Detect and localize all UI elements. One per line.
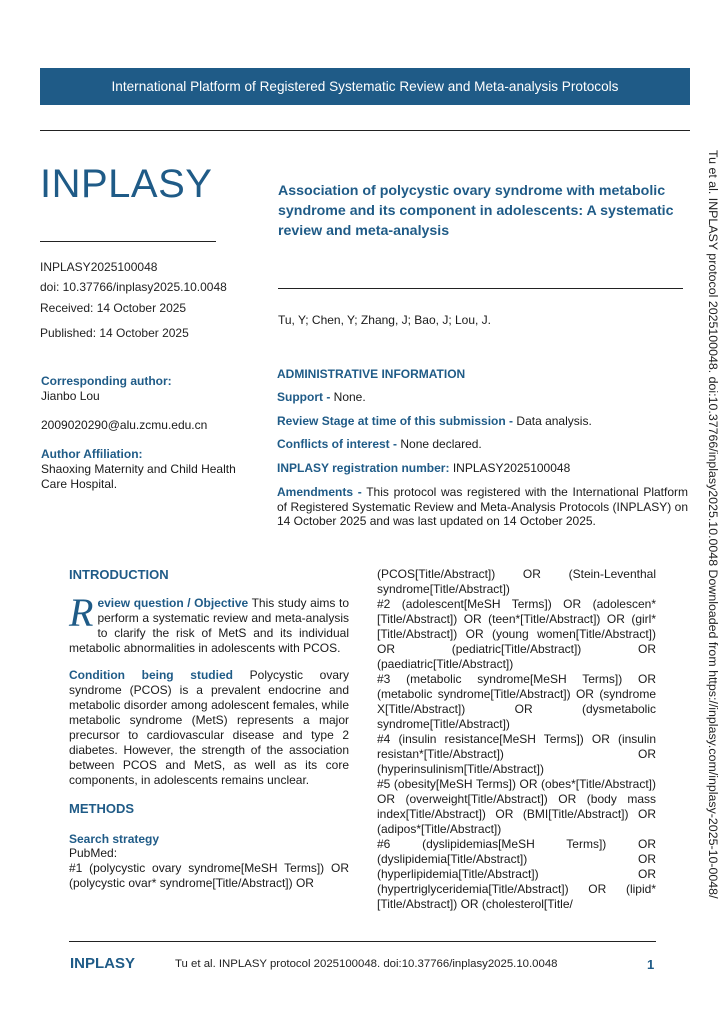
registration-label: INPLASY registration number: [277,461,450,475]
article-title: Association of polycystic ovary syndrome with metabolic syndrome and its component in adolescents: A systematic review and meta-analysis [278,183,674,239]
footer-citation: Tu et al. INPLASY protocol 2025100048. doi:10.37766/inplasy2025.10.0048 [175,958,558,970]
condition-label: Condition being studied [69,668,233,682]
amendments-line [277,485,688,529]
query-1: #1 (polycystic ovary syndrome[MeSH Terms]) OR (polycystic ovar* syndrome[Title/Abstract]) OR [69,861,349,890]
review-question-paragraph [69,590,349,656]
review-question-label: eview question / Objective [97,596,249,610]
conflicts-line [277,437,688,452]
stage-line [277,414,688,429]
condition-text: Polycystic ovary syndrome (PCOS) is a prevalent endocrine and metabolic disorder among adolescent females, while metabolic syndrome (MetS) represents a major precursor to cardiovascular disease and type 2 diabetes. However, the strength of the association between PCOS and MetS, as well as its core components, in adolescents remains unclear. [69,668,349,787]
admin-heading: ADMINISTRATIVE INFORMATION [277,367,466,381]
search-strategy-label: Search strategy [69,832,160,846]
authors: Tu, Y; Chen, Y; Zhang, J; Bao, J; Lou, J. [278,313,492,327]
page-number: 1 [647,957,655,972]
footer-brand: INPLASY [70,955,136,972]
support-line [277,390,688,405]
corresponding-block [41,374,261,404]
side-citation-text[interactable]: Tu et al. INPLASY protocol 2025100048. doi:10.37766/inplasy2025.10.0048 Downloaded from https://inplasy.com/inplasy-2025-10-0048/ [706,150,720,899]
header-rule [40,130,690,131]
doi: doi: 10.37766/inplasy2025.10.0048 [40,280,227,294]
affiliation-text: Shaoxing Maternity and Child Health Care Hospital. [41,462,236,491]
methods-heading: METHODS [69,801,134,816]
protocol-id: INPLASY2025100048 [40,260,158,274]
registration-value: INPLASY2025100048 [452,461,571,475]
corresponding-label: Corresponding author: [41,374,172,388]
corresponding-name: Jianbo Lou [41,389,100,403]
query-4: #4 (insulin resistance[MeSH Terms]) OR (insulin resistan*[Title/Abstract]) OR (hyperinsulinism[Title/Abstract]) [377,732,656,776]
conflicts-label: Conflicts of interest - [277,437,398,451]
affiliation-label: Author Affiliation: [41,447,143,461]
query-1-continued: (PCOS[Title/Abstract]) OR (Stein-Leventhal syndrome[Title/Abstract]) [377,567,656,596]
query-6: #6 (dyslipidemias[MeSH Terms]) OR (dyslipidemia[Title/Abstract]) OR (hyperlipidemia[Title/Abstract]) OR (hypertriglyceridemia[Title/Abstract]) OR (lipid*[Title/Abstract]) OR (cholesterol[Title/ [377,837,656,911]
introduction-heading: INTRODUCTION [69,567,169,582]
brand-rule [40,241,216,242]
right-column [377,567,656,912]
amendments-value: This protocol was registered with the International Platform of Registered Systematic Review and Meta-Analysis Protocols (INPLASY) on 14 October 2025 and was last updated on 14 October 2025. [277,485,688,528]
stage-label: Review Stage at time of this submission - [277,414,514,428]
footer-rule [69,941,656,942]
support-value: None. [333,390,366,404]
conflicts-value: None declared. [400,437,482,451]
published-date: Published: 14 October 2025 [40,326,189,340]
received-date: Received: 14 October 2025 [40,301,187,315]
affiliation-block [41,447,256,492]
database-label: PubMed: [69,846,118,860]
drop-cap: R [69,590,94,635]
support-label: Support - [277,390,331,404]
amendments-label: Amendments - [277,485,362,499]
query-2: #2 (adolescent[MeSH Terms]) OR (adolescen*[Title/Abstract]) OR (teen*[Title/Abstract]) OR (girl*[Title/Abstract]) OR (young women[Title/Abstract]) OR (pediatric[Title/Abstract]) OR (paediatric[Title/Abstract]) [377,597,656,671]
stage-value: Data analysis. [516,414,592,428]
brand-logo: INPLASY [40,162,213,206]
query-3: #3 (metabolic syndrome[MeSH Terms]) OR (metabolic syndrome[Title/Abstract]) OR (syndrome X[Title/Abstract]) OR (dysmetabolic syndrome[Title/Abstract]) [377,672,656,731]
journal-banner: International Platform of Registered Systematic Review and Meta-analysis Protocols [40,68,690,105]
condition-paragraph [69,668,349,788]
left-column [69,567,349,891]
email[interactable]: 2009020290@alu.zcmu.edu.cn [41,418,208,432]
title-rule [278,288,683,289]
registration-line [277,461,688,476]
review-question-text: This study aims to perform a systematic review and meta-analysis to clarify the risk of MetS and its individual metabolic abnormalities in adolescents with PCOS. [69,596,349,655]
side-citation [705,150,723,899]
query-5: #5 (obesity[MeSH Terms]) OR (obes*[Title/Abstract]) OR (overweight[Title/Abstract]) OR (body mass index[Title/Abstract]) OR (BMI[Title/Abstract]) OR (adipos*[Title/Abstract]) [377,777,656,836]
